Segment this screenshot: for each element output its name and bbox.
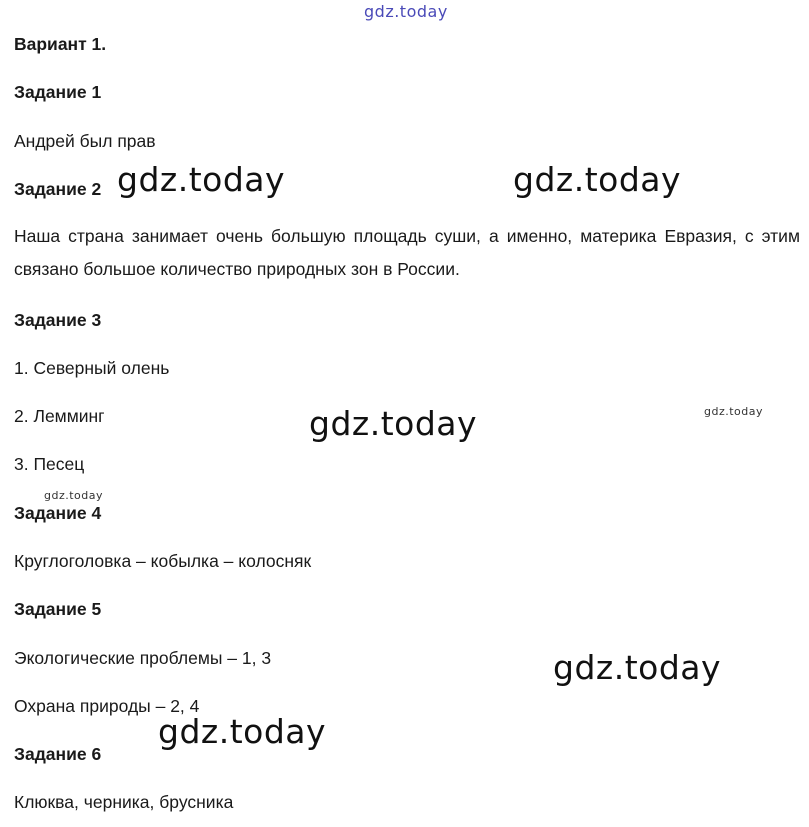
task-6-heading: Задание 6 bbox=[14, 744, 102, 764]
task-3-heading: Задание 3 bbox=[14, 310, 102, 330]
task-3-item-2: 2. Лемминг bbox=[14, 406, 105, 426]
watermark-5: gdz.today bbox=[44, 489, 104, 502]
task-2-heading: Задание 2 bbox=[14, 179, 102, 199]
task-4-heading: Задание 4 bbox=[14, 503, 102, 523]
watermark-7: gdz.today bbox=[158, 712, 327, 751]
variant-title: Вариант 1. bbox=[14, 34, 107, 54]
task-1-heading: Задание 1 bbox=[14, 82, 102, 102]
watermark-3: gdz.today bbox=[309, 404, 478, 443]
watermark-2: gdz.today bbox=[513, 160, 682, 199]
task-2-answer: Наша страна занимает очень большую площадь суши, а именно, материка Евразия, с этим связано большое количество природных зон в России. bbox=[14, 226, 800, 279]
task-5-answer-2: Охрана природы – 2, 4 bbox=[14, 696, 200, 716]
task-3-item-1: 1. Северный олень bbox=[14, 358, 170, 378]
task-5-heading: Задание 5 bbox=[14, 599, 102, 619]
task-3-item-3: 3. Песец bbox=[14, 454, 85, 474]
watermark-top: gdz.today bbox=[364, 2, 448, 21]
task-5-answer-1: Экологические проблемы – 1, 3 bbox=[14, 648, 272, 668]
task-1-answer: Андрей был прав bbox=[14, 131, 156, 151]
task-6-answer: Клюква, черника, брусника bbox=[14, 792, 234, 812]
watermark-4: gdz.today bbox=[704, 405, 764, 418]
watermark-1: gdz.today bbox=[117, 160, 286, 199]
task-4-answer: Круглоголовка – кобылка – колосняк bbox=[14, 551, 312, 571]
watermark-6: gdz.today bbox=[553, 648, 722, 687]
